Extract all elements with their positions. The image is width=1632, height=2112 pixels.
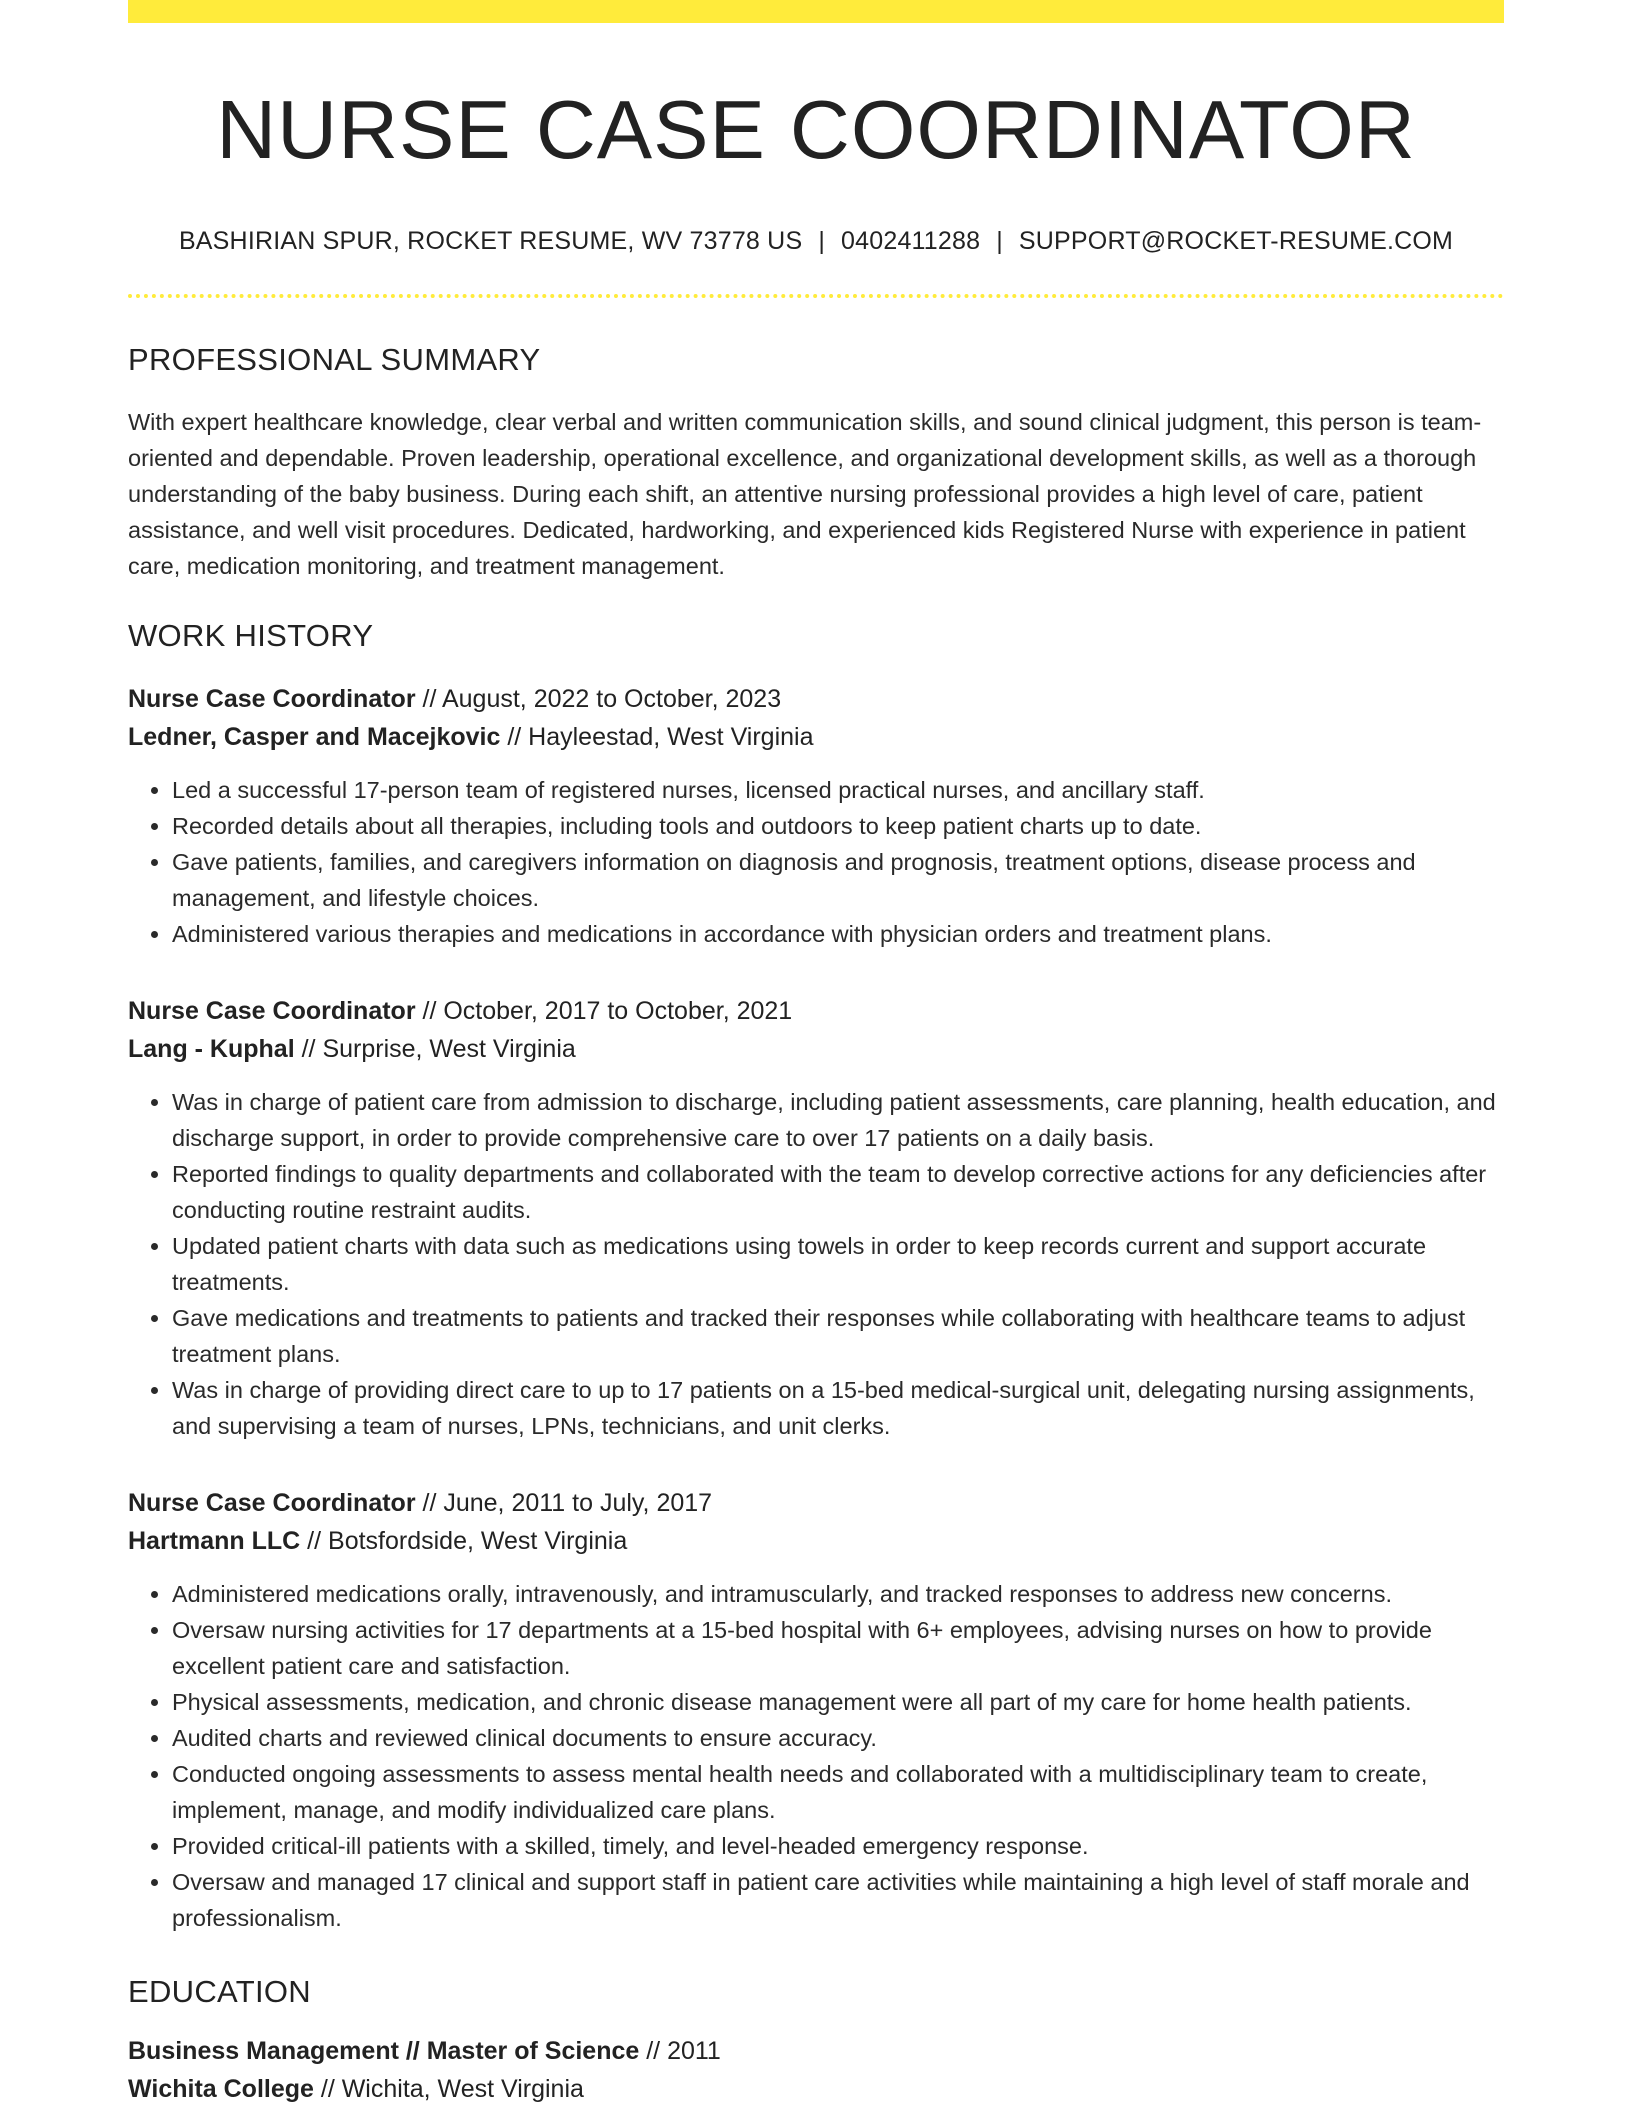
job-dates: // June, 2011 to July, 2017 (415, 1489, 713, 1518)
work-history-heading: WORK HISTORY (128, 618, 374, 654)
list-item: • Conducted ongoing assessments to assess mental health needs and collaborated with a multidisciplinary team to create, implement, manage, and modify individualized care plans. (172, 1756, 1504, 1828)
list-item: • Provided critical-ill patients with a skilled, timely, and level-headed emergency response. (172, 1828, 1504, 1864)
job-entry (128, 992, 1504, 1444)
list-item: • Was in charge of patient care from admission to discharge, including patient assessments, care planning, health education, and discharge support, in order to provide comprehensive care to over 17 patients on a daily basis. (172, 1084, 1504, 1156)
job-role: Nurse Case Coordinator (128, 1489, 416, 1518)
contact-email: SUPPORT@ROCKET-RESUME.COM (1018, 227, 1454, 256)
job-bullets (128, 772, 1504, 952)
contact-separator: | (818, 227, 826, 256)
contact-phone: 0402411288 (841, 227, 981, 256)
resume-title: NURSE CASE COORDINATOR (216, 83, 1416, 176)
list-item: • Oversaw nursing activities for 17 departments at a 15-bed hospital with 6+ employees, advising nurses on how to provide excellent patient care and satisfaction. (172, 1612, 1504, 1684)
summary-heading: PROFESSIONAL SUMMARY (128, 342, 541, 378)
job-location: // Surprise, West Virginia (294, 1035, 576, 1064)
list-item: • Reported findings to quality departments and collaborated with the team to develop corrective actions for any deficiencies after conducting routine restraint audits. (172, 1156, 1504, 1228)
job-company: Ledner, Casper and Macejkovic (128, 723, 501, 752)
contact-separator: | (996, 227, 1003, 256)
job-role-line (128, 992, 1504, 1030)
job-entry (128, 1484, 1504, 1936)
resume-page (128, 0, 1504, 2108)
list-item: • Oversaw and managed 17 clinical and support staff in patient care activities while maintaining a high level of staff morale and professionalism. (172, 1864, 1504, 1936)
job-role: Nurse Case Coordinator (128, 685, 416, 714)
list-item: • Recorded details about all therapies, including tools and outdoors to keep patient charts up to date. (172, 808, 1504, 844)
job-company-line (128, 1030, 1504, 1068)
job-role-line (128, 680, 1504, 718)
job-bullets (128, 1084, 1504, 1444)
job-dates: // October, 2017 to October, 2021 (415, 997, 793, 1026)
list-item: • Updated patient charts with data such as medications using towels in order to keep records current and support accurate treatments. (172, 1228, 1504, 1300)
accent-top-bar (128, 0, 1504, 23)
education-school: Wichita College (128, 2075, 314, 2104)
contact-address: BASHIRIAN SPUR, ROCKET RESUME, WV 73778 US (178, 227, 803, 256)
education-entry (128, 2032, 1504, 2108)
list-item: • Administered various therapies and medications in accordance with physician orders and treatment plans. (172, 916, 1504, 952)
list-item: • Led a successful 17-person team of registered nurses, licensed practical nurses, and ancillary staff. (172, 772, 1504, 808)
job-role-line (128, 1484, 1504, 1522)
education-degree-line (128, 2032, 1504, 2070)
list-item: • Was in charge of providing direct care to up to 17 patients on a 15-bed medical-surgical unit, delegating nursing assignments, and supervising a team of nurses, LPNs, technicians, and unit clerks. (172, 1372, 1504, 1444)
education-year: // 2011 (639, 2037, 721, 2066)
job-bullets (128, 1576, 1504, 1936)
education-school-line (128, 2070, 1504, 2108)
education-degree: Business Management // Master of Science (128, 2037, 640, 2066)
job-company-line (128, 1522, 1504, 1560)
list-item: • Gave medications and treatments to patients and tracked their responses while collaborating with healthcare teams to adjust treatment plans. (172, 1300, 1504, 1372)
education-heading: EDUCATION (128, 1974, 311, 2010)
dotted-divider (128, 294, 1504, 298)
job-entry (128, 680, 1504, 952)
list-item: • Physical assessments, medication, and chronic disease management were all part of my care for home health patients. (172, 1684, 1504, 1720)
job-location: // Hayleestad, West Virginia (500, 723, 814, 752)
education-location: // Wichita, West Virginia (313, 2075, 584, 2104)
list-item: • Administered medications orally, intravenously, and intramuscularly, and tracked responses to address new concerns. (172, 1576, 1504, 1612)
job-role: Nurse Case Coordinator (128, 997, 416, 1026)
list-item: • Audited charts and reviewed clinical documents to ensure accuracy. (172, 1720, 1504, 1756)
job-dates: // August, 2022 to October, 2023 (415, 685, 782, 714)
summary-text: With expert healthcare knowledge, clear verbal and written communication skills, and sound clinical judgment, this person is team-oriented and dependable. Proven leadership, operational excellence, and organizational development skills, as well as a thorough understanding of the baby business. During each shift, an attentive nursing professional provides a high level of care, patient assistance, and well visit procedures. Dedicated, hardworking, and experienced kids Registered Nurse with experience in patient care, medication monitoring, and treatment management. (128, 409, 1482, 580)
list-item: • Gave patients, families, and caregivers information on diagnosis and prognosis, treatment options, disease process and management, and lifestyle choices. (172, 844, 1504, 916)
job-location: // Botsfordside, West Virginia (300, 1527, 628, 1556)
job-company: Hartmann LLC (128, 1527, 301, 1556)
job-company: Lang - Kuphal (128, 1035, 295, 1064)
contact-line (128, 227, 1504, 256)
job-company-line (128, 718, 1504, 756)
